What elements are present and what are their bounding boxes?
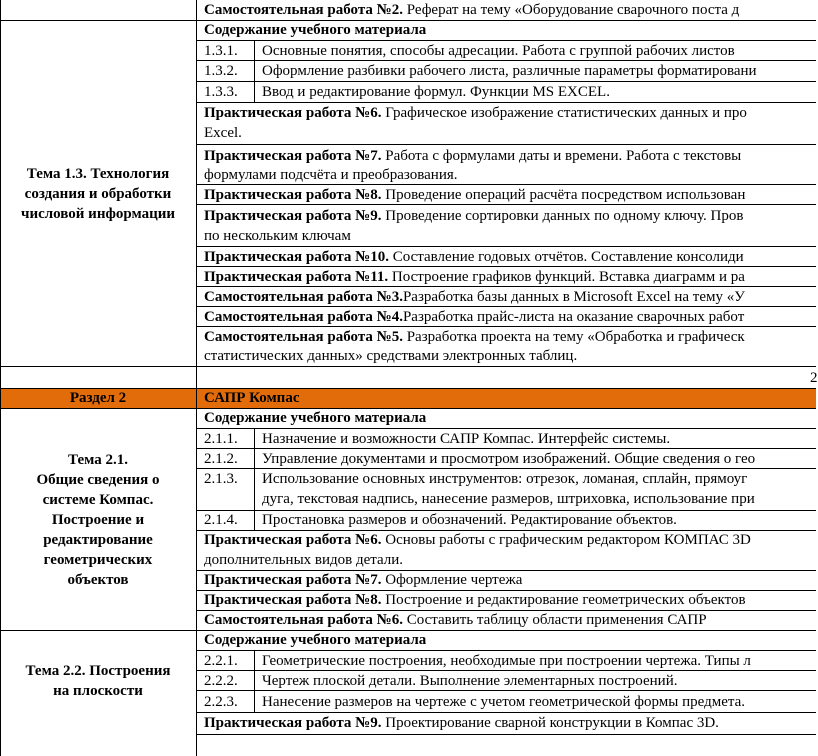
pr6-text: Графическое изображение статистических данных и про (381, 105, 747, 121)
item-text: Основные понятия, способы адресации. Работа с группой рабочих листов (262, 43, 735, 59)
topic-line: числовой информации (20, 206, 175, 222)
pr6b-line2: дополнительных видов детали. (204, 552, 404, 568)
pr9-row (204, 206, 743, 226)
sr3-label: Самостоятельная работа №3. (204, 289, 403, 305)
num-divider (254, 650, 255, 712)
pr9b-row (204, 713, 719, 733)
row-line (196, 734, 816, 735)
pr7-label: Практическая работа №7. (204, 148, 382, 164)
item-text: Оформление разбивки рабочего листа, различные параметры форматировани (262, 63, 757, 79)
topic-line: геометрических (43, 552, 153, 568)
num-divider (254, 428, 255, 530)
item-text: Управление документами и просмотром изображений. Общие сведения о гео (262, 451, 756, 467)
sr5-label: Самостоятельная работа №5. (204, 329, 403, 345)
item-text-line2: дуга, текстовая надпись, нанесение размеров, штриховка, использование при (262, 491, 755, 507)
pr6-label: Практическая работа №6. (204, 105, 382, 121)
sr6-label: Самостоятельная работа №6. (204, 612, 403, 628)
sr5-text: Разработка проекта на тему «Обработка и графическ (402, 329, 745, 345)
content-header: Содержание учебного материала (204, 22, 427, 38)
pr8b-label: Практическая работа №8. (204, 592, 382, 608)
item-text: Чертеж плоской детали. Выполнение элементарных построений. (262, 673, 678, 689)
item-text: Простановка размеров и обозначений. Редактирование объектов. (262, 512, 677, 528)
topic-line: системе Компас. (42, 492, 154, 508)
sr2-row (204, 0, 739, 20)
item-text: Геометрические построения, необходимые при построении чертежа. Типы л (262, 653, 751, 669)
pr10-row (204, 247, 744, 267)
pr8-label: Практическая работа №8. (204, 187, 382, 203)
sr2-text: Реферат на тему «Оборудование сварочного поста д (402, 2, 740, 18)
topic-line: Общие сведения о (36, 472, 160, 488)
topic-line: редактирование (43, 532, 153, 548)
pr7b-label: Практическая работа №7. (204, 572, 382, 588)
item-num: 2.1.3. (204, 471, 238, 487)
pr9-label: Практическая работа №9. (204, 208, 382, 224)
pr11-text: Построение графиков функций. Вставка диаграмм и ра (388, 269, 745, 285)
sr3-row (204, 287, 745, 307)
pr11-row (204, 267, 745, 287)
item-num: 1.3.2. (204, 63, 238, 79)
sr4-label: Самостоятельная работа №4. (204, 309, 403, 325)
topic-line: объектов (67, 572, 129, 588)
pr6-row (204, 103, 747, 123)
sr4-text: Разработка прайс-листа на оказание сварочных работ (402, 309, 745, 325)
pr10-text: Составление годовых отчётов. Составление консолиди (388, 249, 744, 265)
item-num: 2.2.1. (204, 653, 238, 669)
table-border-left (0, 0, 1, 756)
section-title: САПР Компас (204, 390, 300, 406)
sr6-row (204, 610, 707, 630)
item-text: Нанесение размеров на чертеже с учетом геометрической формы предмета. (262, 694, 746, 710)
item-text: Ввод и редактирование формул. Функции MS EXCEL. (262, 84, 610, 100)
item-num: 2.2.3. (204, 694, 238, 710)
sr3-text: Разработка базы данных в Microsoft Excel на тему «У (402, 289, 745, 305)
item-num: 2.1.1. (204, 431, 238, 447)
item-text: Назначение и возможности САПР Компас. Интерфейс системы. (262, 431, 671, 447)
sr4-row (204, 307, 744, 327)
pr9b-label: Практическая работа №9. (204, 715, 382, 731)
item-text: Использование основных инструментов: отрезок, ломаная, сплайн, прямоуг (262, 471, 748, 487)
item-num: 1.3.1. (204, 43, 238, 59)
sr5-row (204, 327, 745, 347)
topic-1-3-title (0, 164, 196, 224)
pr8-text: Проведение операций расчёта посредством использован (381, 187, 746, 203)
pr8b-text: Построение и редактирование геометрических объектов (381, 592, 746, 608)
content-header: Содержание учебного материала (204, 632, 427, 648)
pr8b-row (204, 590, 746, 610)
pr7b-row (204, 570, 522, 590)
num-divider (254, 40, 255, 102)
row-line (196, 144, 816, 145)
topic-line: Тема 2.1. (68, 452, 128, 468)
sr2-label: Самостоятельная работа №2. (204, 2, 403, 18)
topic-line: создания и обработки (24, 186, 172, 202)
pr6-line2: Excel. (204, 125, 242, 141)
row-line (0, 366, 816, 367)
item-num: 1.3.3. (204, 84, 238, 100)
sr5-line2: статистических данных» средствами электронных таблиц. (204, 348, 578, 364)
pr6b-row (204, 530, 751, 550)
section-label: Раздел 2 (69, 390, 127, 406)
hours-fragment: 2 (810, 370, 818, 386)
pr9b-text: Проектирование сварной конструкции в Компас 3D. (381, 715, 719, 731)
pr6b-text: Основы работы с графическим редактором КОМПАС 3D (381, 532, 751, 548)
pr6b-label: Практическая работа №6. (204, 532, 382, 548)
item-num: 2.1.2. (204, 451, 238, 467)
column-divider (196, 0, 197, 756)
pr7-text: Работа с формулами даты и времени. Работа с текстовы (381, 148, 742, 164)
topic-line: на плоскости (53, 683, 143, 699)
pr9-line2: по нескольким ключам (204, 228, 351, 244)
pr7-line2: формулами подсчёта и преобразования. (204, 167, 458, 183)
sr6-text: Составить таблицу области применения САПР (402, 612, 707, 628)
item-num: 2.1.4. (204, 512, 238, 528)
topic-2-2-title (0, 661, 196, 701)
pr7b-text: Оформление чертежа (381, 572, 523, 588)
pr10-label: Практическая работа №10. (204, 249, 389, 265)
pr11-label: Практическая работа №11. (204, 269, 389, 285)
content-header: Содержание учебного материала (204, 410, 427, 426)
pr7-row (204, 146, 741, 166)
topic-line: Тема 2.2. Построения (25, 663, 171, 679)
pr9-text: Проведение сортировки данных по одному ключу. Пров (381, 208, 744, 224)
topic-line: Тема 1.3. Технология (26, 166, 170, 182)
pr8-row (204, 185, 745, 205)
item-num: 2.2.2. (204, 673, 238, 689)
topic-line: Построение и (51, 512, 145, 528)
topic-2-1-title (0, 450, 196, 590)
